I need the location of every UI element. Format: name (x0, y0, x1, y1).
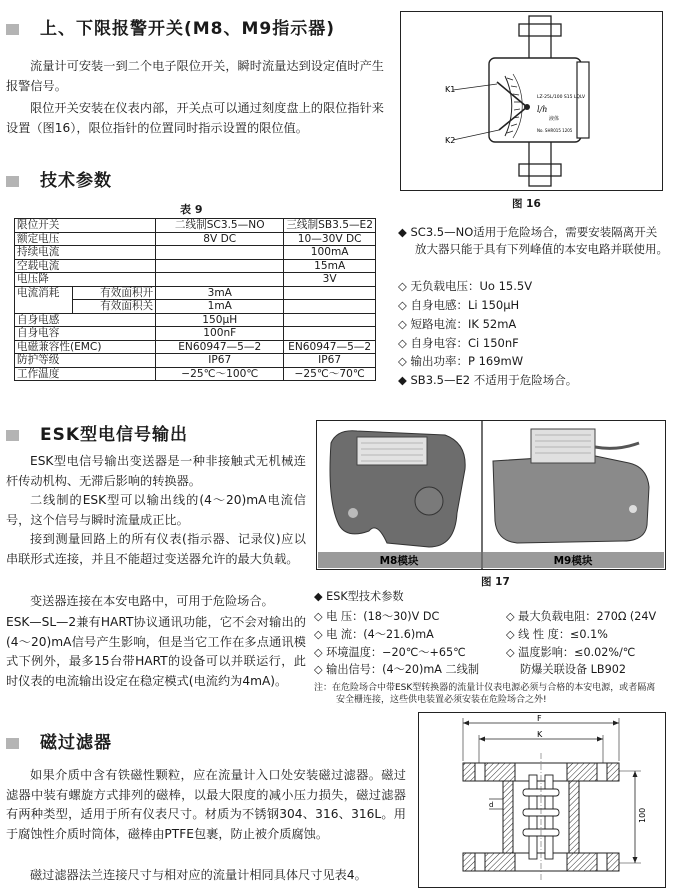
esk-param: ◇ 输出信号：(4～20)mA 二线制 (314, 663, 480, 676)
table-cell: 限位开关 (15, 219, 156, 233)
table-cell: 10—30V DC (284, 232, 376, 246)
safety-item: ◇ 短路电流：IK 52mA (398, 317, 517, 331)
heading-limit-switch (6, 14, 335, 39)
table-header-row (15, 219, 376, 233)
heading-text: ESK型电信号输出 (40, 425, 189, 445)
table-row (15, 273, 376, 287)
esk-param: ◇ 电 压：(18～30)V DC (314, 610, 440, 623)
heading-marker (6, 430, 19, 441)
table-cell: 3V (284, 273, 376, 287)
heading-marker (6, 738, 19, 749)
table-cell: 三线制SB3.5—E2 (284, 219, 376, 233)
table-cell: 100mA (284, 246, 376, 260)
figure-17-frame (316, 420, 666, 570)
dim-d-label: d (489, 801, 494, 809)
table-cell: 电流消耗 (15, 286, 73, 300)
table-cell: 额定电压 (15, 232, 156, 246)
table-cell: 自身电容 (15, 327, 156, 341)
safety-item: ◇ 自身电容：Ci 150nF (398, 336, 519, 350)
flowmeter-indicator-drawing (401, 12, 662, 190)
table-title: 表 9 (180, 203, 203, 216)
dial-serial-text: No. SHR015 1205 (537, 128, 573, 133)
heading-text: 磁过滤器 (40, 733, 112, 753)
table-cell: 防护等级 (15, 354, 156, 368)
table-row (15, 340, 376, 354)
safety-item: ◆ SB3.5—E2 不适用于危险场合。 (398, 373, 578, 387)
table-cell: EN60947—5—2 (284, 340, 376, 354)
table-row (15, 327, 376, 341)
paragraph: ESK型电信号输出变送器是一种非接触式无机械连杆传动机构、无滞后影响的转换器。 (6, 454, 306, 488)
table-cell: 二线制SC3.5—NO (156, 219, 284, 233)
table-cell (284, 286, 376, 300)
esk-note: 注：在危险场合中带ESK型转换器的流量计仪表电源必须与合格的本安电源，或者隔离安全栅连接，这些供电装置必须安装在危险场合之外! (314, 683, 656, 705)
paragraph: ESK—SL—2兼有HART协议通讯功能，它不会对输出的(4～20)mA信号产生影响，但是当它工作在多点通讯模式下例外，最多15台带HART的设备可以并联运行，此时仪表的电流输出设定在稳定模式(电流约为4mA)。 (6, 615, 306, 688)
esk-modules-photo (317, 421, 665, 569)
table-cell: 持续电流 (15, 246, 156, 260)
table-cell: IP67 (284, 354, 376, 368)
table-cell: 自身电感 (15, 313, 156, 327)
table-row (15, 354, 376, 368)
table-cell (156, 273, 284, 287)
paragraph: 流量计可安装一到二个电子限位开关，瞬时流量达到设定值时产生报警信号。 (6, 59, 384, 93)
dim-f-label: F (537, 714, 542, 723)
heading-magnetic-filter (6, 728, 112, 753)
esk-param: ◇ 最大负载电阻：270Ω (24V (506, 610, 657, 623)
table-cell: 电磁兼容性(EMC) (15, 340, 156, 354)
figure-17-caption: 图 17 (481, 576, 510, 588)
paragraph: 二线制的ESK型可以输出线的(4～20)mA电流信号，这个信号与瞬时流量成正比。 (6, 493, 306, 527)
paragraph: 接到测量回路上的所有仪表(指示器、记录仪)应以串联形式连接，并且不能超过变送器允许的最大负载。 (6, 532, 306, 566)
table-cell (15, 300, 73, 314)
spec-table (14, 218, 376, 381)
table-cell: 有效面积关 (72, 300, 155, 314)
label-k2: K2 (445, 136, 456, 145)
table-row (15, 313, 376, 327)
m8-module-label: M8模块 (379, 555, 419, 567)
table-cell: 3mA (156, 286, 284, 300)
table-row (15, 300, 376, 314)
dim-k-label: K (537, 730, 543, 739)
table-cell (156, 246, 284, 260)
paragraph: 变送器连接在本安电路中，可用于危险场合。 (30, 594, 274, 608)
table-row (15, 286, 376, 300)
esk-params-title: ◆ ESK型技术参数 (314, 590, 404, 603)
table-cell: 150μH (156, 313, 284, 327)
esk-param: ◇ 线 性 度：≤0.1% (506, 628, 608, 641)
safety-intro: ◆ SC3.5—NO适用于危险场合，需要安装隔离开关放大器只能于具有下列峰值的本安电路并联使用。 (398, 225, 668, 256)
table-row (15, 367, 376, 381)
heading-tech-params (6, 166, 112, 191)
table-cell: 空载电流 (15, 259, 156, 273)
heading-marker (6, 24, 19, 35)
dial-model-text: LZ-25L/100 S15 LQLV (537, 95, 586, 100)
esk-param: ◇ 电 流：(4～21.6)mA (314, 628, 434, 641)
table-cell: EN60947—5—2 (156, 340, 284, 354)
heading-text: 技术参数 (40, 171, 112, 191)
paragraph: 磁过滤器法兰连接尺寸与相对应的流量计相同具体尺寸见表4。 (30, 868, 367, 882)
figure-16-caption: 图 16 (512, 198, 541, 210)
m9-module-label: M9模块 (553, 555, 593, 567)
esk-param: ◇ 温度影响：≤0.02%/℃ (506, 646, 636, 659)
dial-medium-text: 液体 (549, 116, 560, 122)
table-cell (284, 313, 376, 327)
safety-item: ◇ 无负载电压：Uo 15.5V (398, 279, 533, 293)
paragraph: 限位开关安装在仪表内部，开关点可以通过刻度盘上的限位指针来设置（图16），限位指针的位置同时指示设置的限位值。 (6, 101, 384, 135)
table-cell: 100nF (156, 327, 284, 341)
dial-unit-text: l/h (537, 105, 548, 114)
safety-item: ◇ 自身电感：Li 150μH (398, 298, 520, 312)
table-cell: 1mA (156, 300, 284, 314)
label-k1: K1 (445, 85, 456, 94)
table-cell (284, 327, 376, 341)
heading-esk (6, 420, 188, 445)
heading-marker (6, 176, 19, 187)
table-cell: 工作温度 (15, 367, 156, 381)
table-cell: 电压降 (15, 273, 156, 287)
paragraph: 如果介质中含有铁磁性颗粒，应在流量计入口处安装磁过滤器。磁过滤器中装有螺旋方式排列的磁棒，以最大限度的减小压力损失，磁过滤器有两种类型，适用于所有仪表尺寸。材质为不锈钢304、316、316L。用于腐蚀性介质时筒体，磁棒由PTFE包裹，防止被介质腐蚀。 (6, 768, 406, 841)
table-row (15, 232, 376, 246)
filter-drawing-frame (418, 712, 666, 888)
table-cell: 8V DC (156, 232, 284, 246)
dim-100-label: 100 (638, 807, 647, 823)
table-cell: 有效面积开 (72, 286, 155, 300)
table-cell (284, 300, 376, 314)
table-cell: 15mA (284, 259, 376, 273)
table-cell: −25℃～100℃ (156, 367, 284, 381)
esk-param: 防爆关联设备 LB902 (520, 663, 626, 676)
esk-param: ◇ 环境温度：−20℃～+65℃ (314, 646, 466, 659)
magnetic-filter-drawing (419, 713, 665, 887)
table-cell: −25℃～70℃ (284, 367, 376, 381)
table-cell: IP67 (156, 354, 284, 368)
heading-text: 上、下限报警开关(M8、M9指示器) (40, 19, 336, 39)
figure-16-frame (400, 11, 663, 191)
table-row (15, 246, 376, 260)
table-row (15, 259, 376, 273)
safety-item: ◇ 输出功率：P 169mW (398, 354, 524, 368)
table-cell (156, 259, 284, 273)
